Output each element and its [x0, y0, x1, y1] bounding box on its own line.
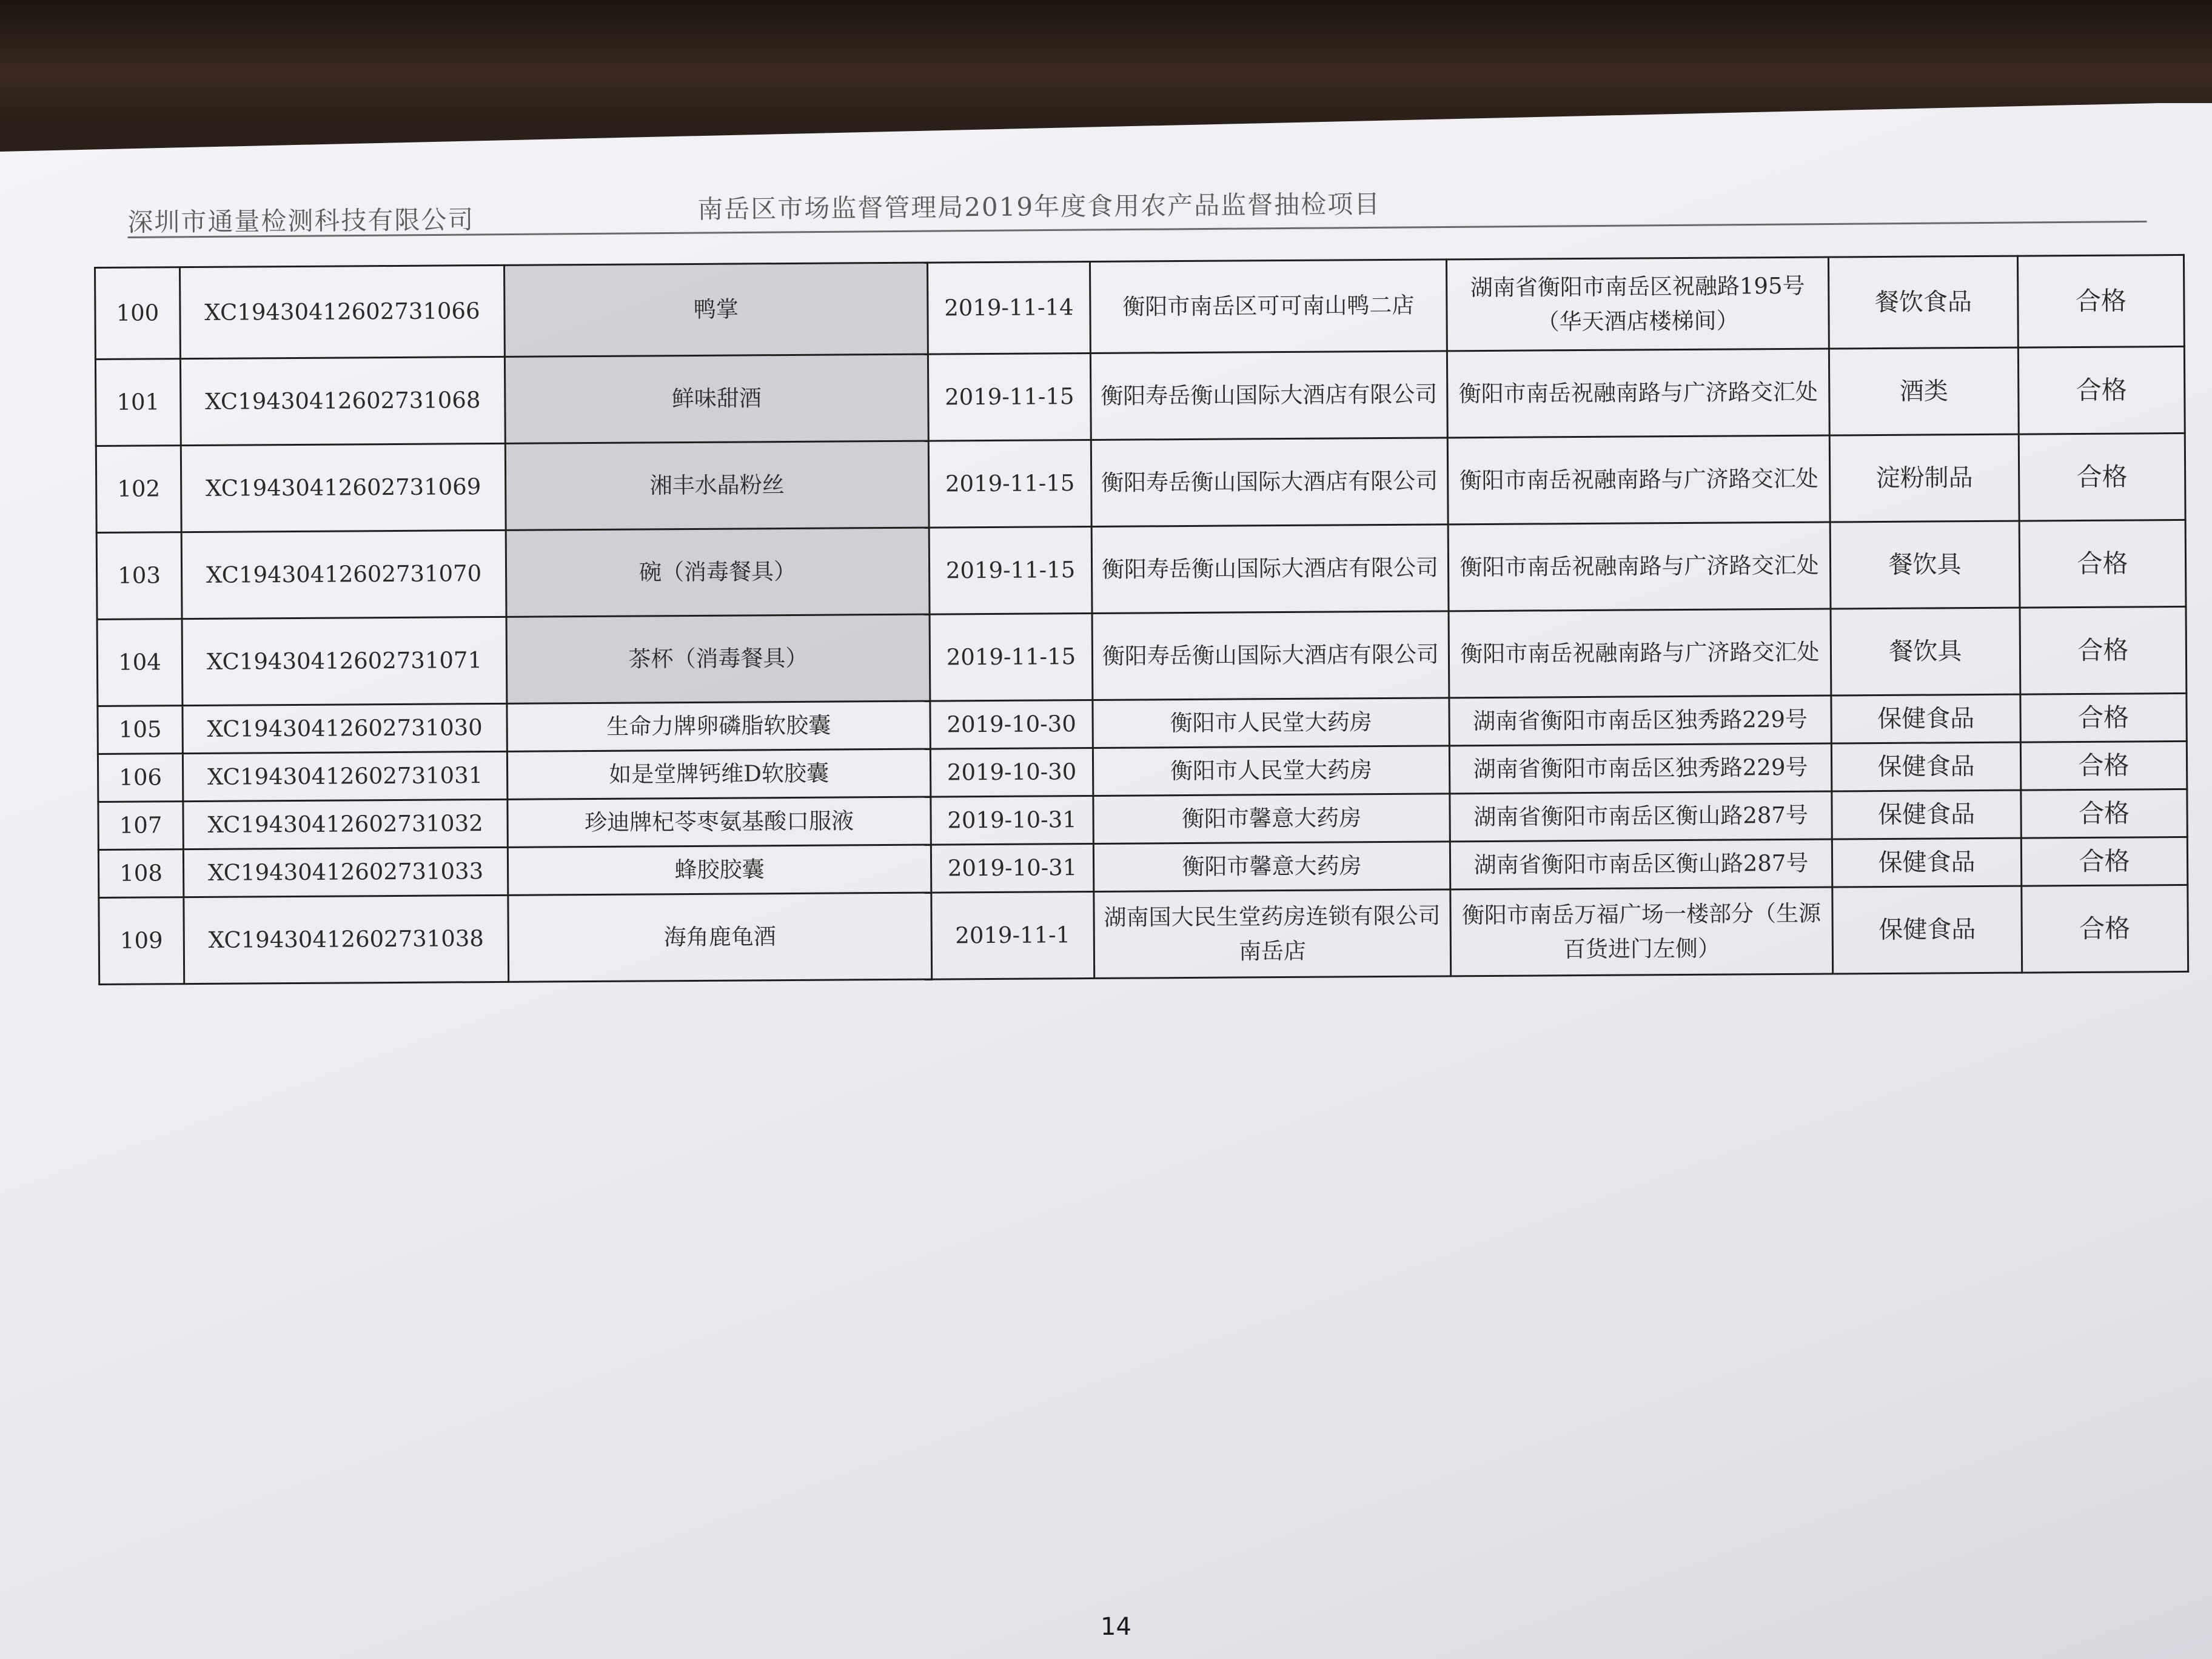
- results-table-wrap: [94, 254, 2189, 985]
- page-number: 14: [1101, 1613, 1131, 1641]
- cell-address: 衡阳市南岳万福广场一楼部分（生源百货进门左侧）: [1450, 887, 1833, 976]
- cell-address: 衡阳市南岳祝融南路与广济路交汇处: [1447, 435, 1830, 525]
- cell-sample-name: 如是堂牌钙维D软胶囊: [507, 749, 930, 799]
- cell-entity: 衡阳寿岳衡山国际大酒店有限公司: [1092, 611, 1449, 700]
- cell-sample-code: XC19430412602731038: [184, 895, 509, 984]
- cell-date: 2019-11-15: [928, 440, 1091, 528]
- cell-verdict: 合格: [2020, 606, 2187, 694]
- cell-date: 2019-10-30: [930, 748, 1093, 797]
- cell-sample-name: 海角鹿龟酒: [508, 893, 932, 982]
- cell-category: 餐饮具: [1831, 608, 2020, 695]
- cell-address: 湖南省衡阳市南岳区衡山路287号: [1450, 791, 1832, 842]
- header-project-title: 南岳区市场监督管理局2019年度食用农产品监督抽检项目: [697, 189, 1381, 224]
- cell-sample-name: 湘丰水晶粉丝: [505, 441, 929, 530]
- cell-verdict: 合格: [2022, 885, 2188, 973]
- table-row: [95, 346, 2185, 446]
- cell-number: 104: [97, 619, 183, 706]
- table-row: [99, 885, 2188, 984]
- desk-background: [0, 0, 2212, 121]
- cell-entity: 衡阳市馨意大药房: [1093, 842, 1450, 892]
- cell-date: 2019-11-15: [928, 353, 1091, 441]
- cell-number: 106: [98, 754, 183, 802]
- cell-entity: 衡阳市南岳区可可南山鸭二店: [1090, 260, 1447, 354]
- table-row: [96, 433, 2185, 532]
- cell-verdict: 合格: [2019, 520, 2186, 608]
- cell-number: 103: [96, 532, 182, 620]
- cell-category: 保健食品: [1832, 886, 2022, 974]
- cell-date: 2019-10-30: [930, 700, 1093, 749]
- cell-address: 衡阳市南岳祝融南路与广济路交汇处: [1447, 349, 1829, 438]
- cell-sample-code: XC19430412602731066: [180, 265, 505, 358]
- cell-category: 保健食品: [1831, 694, 2020, 743]
- cell-entity: 衡阳寿岳衡山国际大酒店有限公司: [1091, 525, 1449, 614]
- cell-sample-name: 茶杯（消毒餐具）: [506, 614, 930, 703]
- cell-verdict: 合格: [2019, 433, 2185, 521]
- cell-category: 酒类: [1829, 347, 2019, 435]
- cell-entity: 衡阳市人民堂大药房: [1093, 698, 1449, 748]
- cell-sample-code: XC19430412602731032: [183, 799, 508, 849]
- cell-date: 2019-11-15: [930, 613, 1093, 701]
- cell-entity: 衡阳市馨意大药房: [1093, 794, 1450, 844]
- cell-entity: 衡阳寿岳衡山国际大酒店有限公司: [1091, 438, 1448, 527]
- cell-number: 107: [98, 802, 183, 850]
- cell-category: 保健食品: [1831, 742, 2020, 791]
- cell-sample-code: XC19430412602731069: [181, 443, 506, 532]
- cell-verdict: 合格: [2021, 789, 2187, 838]
- cell-verdict: 合格: [2018, 346, 2185, 434]
- cell-date: 2019-10-31: [931, 843, 1093, 893]
- cell-category: 保健食品: [1832, 790, 2021, 839]
- cell-verdict: 合格: [2021, 837, 2187, 886]
- cell-address: 衡阳市南岳祝融南路与广济路交汇处: [1448, 522, 1831, 611]
- cell-number: 102: [96, 446, 181, 533]
- cell-sample-name: 鸭掌: [504, 263, 928, 357]
- cell-verdict: 合格: [2020, 741, 2187, 790]
- cell-entity: 湖南国大民生堂药房连锁有限公司南岳店: [1094, 890, 1451, 979]
- cell-address: 湖南省衡阳市南岳区衡山路287号: [1450, 839, 1832, 890]
- cell-date: 2019-10-31: [931, 796, 1093, 845]
- cell-address: 湖南省衡阳市南岳区祝融路195号（华天酒店楼梯间）: [1446, 257, 1829, 351]
- cell-entity: 衡阳市人民堂大药房: [1093, 746, 1449, 796]
- cell-category: 保健食品: [1832, 838, 2021, 887]
- header-company: 深圳市通量检测科技有限公司: [127, 204, 475, 237]
- cell-sample-code: XC19430412602731068: [180, 357, 505, 445]
- cell-number: 108: [98, 850, 183, 898]
- cell-category: 餐饮食品: [1828, 256, 2018, 349]
- results-table: [94, 254, 2189, 985]
- cell-date: 2019-11-1: [931, 891, 1094, 979]
- cell-verdict: 合格: [2017, 255, 2184, 347]
- cell-sample-name: 生命力牌卵磷脂软胶囊: [507, 701, 930, 751]
- cell-entity: 衡阳寿岳衡山国际大酒店有限公司: [1090, 351, 1447, 440]
- cell-sample-code: XC19430412602731071: [182, 617, 507, 705]
- cell-sample-code: XC19430412602731033: [183, 847, 508, 897]
- cell-verdict: 合格: [2020, 693, 2187, 742]
- cell-sample-name: 珍迪牌杞苓枣氨基酸口服液: [508, 797, 931, 847]
- cell-address: 湖南省衡阳市南岳区独秀路229号: [1449, 743, 1831, 794]
- table-row: [95, 255, 2185, 359]
- cell-category: 餐饮具: [1830, 521, 2020, 609]
- table-row: [97, 606, 2187, 706]
- cell-sample-name: 鲜味甜酒: [504, 354, 928, 443]
- cell-number: 109: [99, 897, 184, 985]
- cell-number: 105: [98, 706, 183, 754]
- cell-sample-code: XC19430412602731070: [181, 530, 506, 618]
- cell-date: 2019-11-14: [927, 261, 1090, 354]
- cell-sample-name: 蜂胶胶囊: [508, 845, 931, 895]
- cell-sample-code: XC19430412602731030: [183, 703, 507, 753]
- cell-address: 衡阳市南岳祝融南路与广济路交汇处: [1449, 609, 1831, 698]
- cell-number: 100: [95, 267, 181, 360]
- cell-address: 湖南省衡阳市南岳区独秀路229号: [1449, 695, 1831, 746]
- cell-sample-name: 碗（消毒餐具）: [506, 528, 930, 617]
- table-row: [96, 520, 2186, 619]
- cell-sample-code: XC19430412602731031: [183, 751, 507, 801]
- cell-number: 101: [95, 359, 181, 446]
- cell-date: 2019-11-15: [929, 526, 1092, 614]
- cell-category: 淀粉制品: [1829, 434, 2019, 522]
